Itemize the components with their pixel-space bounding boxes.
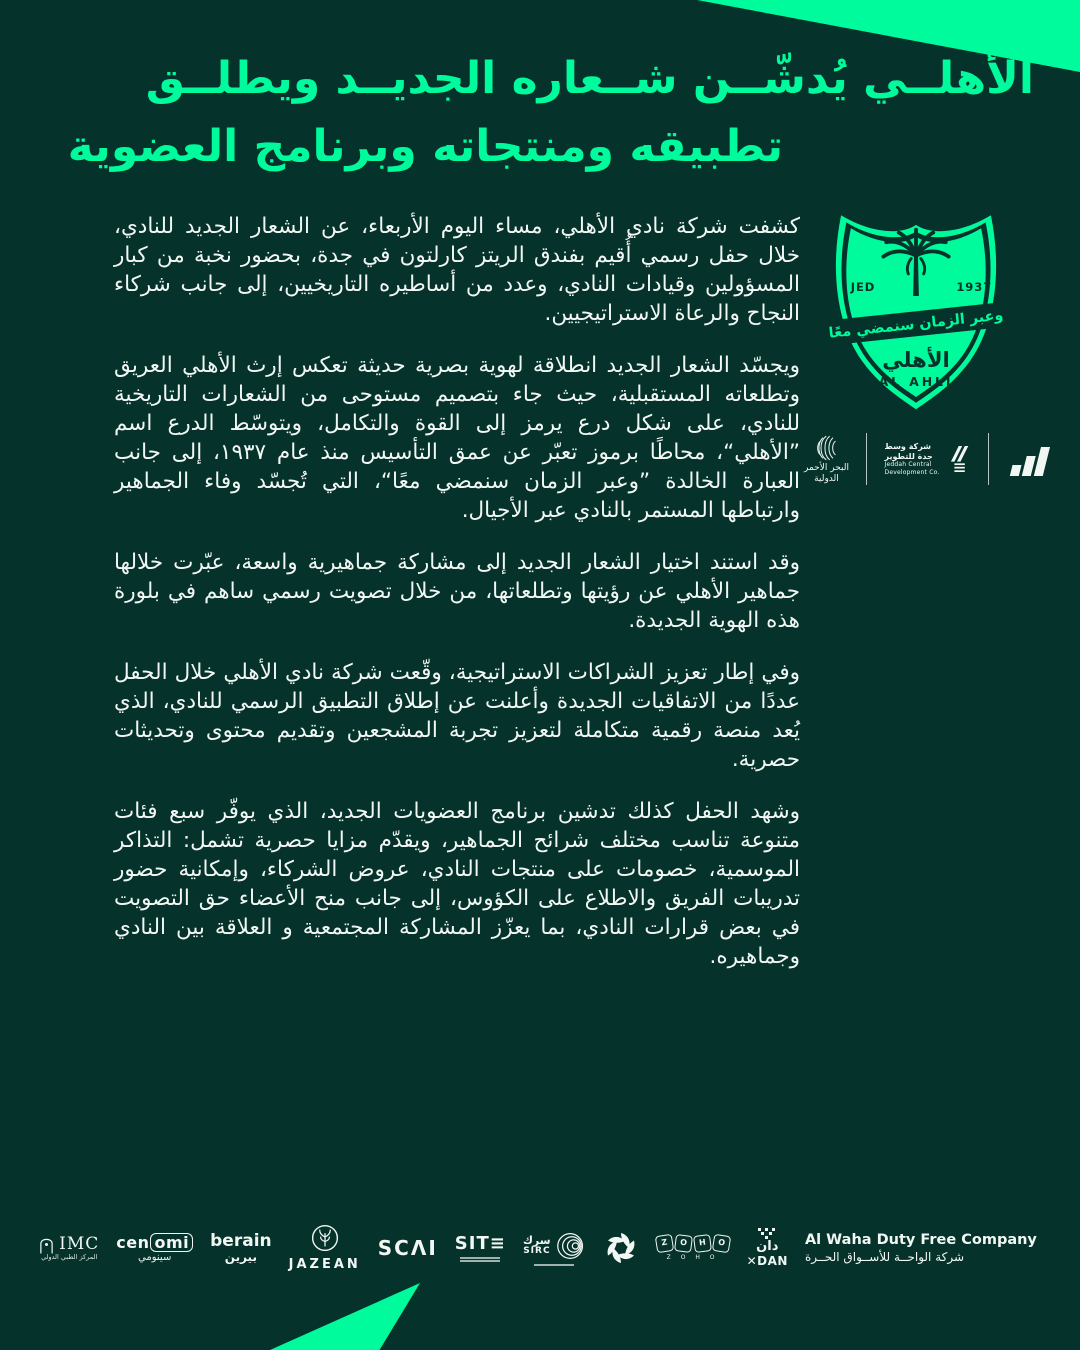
imc-name: IMC xyxy=(59,1234,100,1255)
site-logo xyxy=(455,1234,506,1262)
imc-logo xyxy=(39,1235,99,1261)
poster-title-line2: تطبيقه ومنتجاته وبرنامج العضوية xyxy=(67,121,783,172)
red-sea-international-logo xyxy=(804,433,849,485)
sponsor-logos-row xyxy=(0,1212,1080,1284)
berain-caption: بيرين xyxy=(224,1249,257,1264)
al-ahli-crest xyxy=(820,196,1012,417)
dan-name-ar: دان xyxy=(756,1239,779,1255)
poster-title-line1: الأهلــي يُدشّــن شــعاره الجديــد ويطلــق xyxy=(145,53,1034,104)
al-waha-label xyxy=(805,1232,1037,1264)
zoho-tile: H xyxy=(693,1234,712,1253)
bottom-accent-shape xyxy=(270,1283,420,1350)
site-caption-lines xyxy=(460,1257,500,1263)
cenomi-name-boxed: omi xyxy=(150,1233,193,1253)
body-paragraph: وفي إطار تعزيز الشراكات الاستراتيجية، وقّعت شركة نادي الأهلي خلال الحفل عددًا من الاتفاقيات الجديدة وأعلنت عن إطلاق التطبيق الرسمي للنادي، الذي يُعد منصة رقمية متكاملة لتعزيز تجربة المشجعين وتقديم محتوى وتحديثات حصرية. xyxy=(114,660,800,772)
crest-club-name-ar: الأهلي xyxy=(882,346,950,372)
berain-name: berain xyxy=(210,1231,272,1252)
dan-name-en: ✕DAN xyxy=(746,1253,788,1268)
red-sea-globe-icon xyxy=(811,433,841,463)
sirc-name-ar: سرك xyxy=(522,1233,551,1247)
article-body xyxy=(114,212,800,994)
red-sea-name-line1: البحر الأحمر xyxy=(804,463,849,474)
crest-motto: وعبر الزمان سنمضي معًا xyxy=(828,307,1005,342)
body-paragraph: وشهد الحفل كذلك تدشين برنامج العضويات الجديد، الذي يوفّر سبع فئات متنوعة تناسب مختلف شرائح الجماهير، ويقدّم مزايا حصرية تشمل: التذاكر الموسمية، خصومات على منتجات النادي، عروض الشركاء، وإمكانية حضور تدريبات الفريق والاطلاع على الكؤوس، إلى جانب منح الأعضاء حق التصويت في بعض قرارات النادي، بما يعزّز المشاركة المجتمعية و العلاقة بين النادي وجماهيره. xyxy=(114,799,800,969)
jeddah-central-mark-icon xyxy=(944,442,970,476)
zoho-logo xyxy=(656,1235,730,1262)
zoho-tile: Z xyxy=(654,1233,673,1252)
partner-divider xyxy=(988,433,989,485)
jazean-name: JAZEAN xyxy=(288,1257,361,1273)
partner-logos-row xyxy=(804,430,1054,488)
partner-divider xyxy=(866,433,867,485)
adidas-logo xyxy=(1006,443,1054,476)
scai-name: SCΛI xyxy=(377,1236,438,1260)
zoho-tile: O xyxy=(711,1233,730,1252)
jeddah-central-ar-line2: جدة للتطوير xyxy=(884,451,933,461)
red-sea-name-line2: الدولية xyxy=(814,474,839,484)
dan-logo xyxy=(747,1228,788,1267)
site-name: SIT≡ xyxy=(454,1232,506,1254)
al-waha-name-en: Al Waha Duty Free Company xyxy=(804,1232,1037,1248)
jeddah-central-en-line2: Development Co. xyxy=(884,468,940,476)
cenomi-caption: سينومي xyxy=(138,1252,172,1264)
sirc-name-en: SIRC xyxy=(523,1245,551,1256)
body-paragraph: كشفت شركة نادي الأهلي، مساء اليوم الأربعاء، عن الشعار الجديد للنادي، خلال حفل رسمي أُقيم بفندق الريتز كارلتون في جدة، بحضور نخبة من كبار المسؤولين وقيادات النادي، وعدد من أساطيره التاريخيين، إلى جانب شركاء النجاح والرعاة الاستراتيجيين. xyxy=(114,214,800,326)
zoho-tiles xyxy=(656,1235,730,1252)
body-paragraph: وقد استند اختيار الشعار الجديد إلى مشاركة جماهيرية واسعة، عبّرت خلالها جماهير الأهلي عن رؤيتها وتطلعاتها، من خلال تصويت رسمي ساهم في بلورة هذه الهوية الجديدة. xyxy=(114,550,800,633)
cenomi-logo xyxy=(116,1233,193,1264)
crest-founding-year: 1937 xyxy=(956,280,993,295)
sirc-rings-icon xyxy=(556,1231,586,1261)
crest-club-name-en: AL AHLI xyxy=(878,374,954,390)
sirc-logo xyxy=(523,1231,586,1266)
jazean-logo xyxy=(289,1223,361,1272)
imc-arch-icon xyxy=(39,1235,54,1254)
cenomi-name-prefix: cen xyxy=(116,1232,150,1252)
jeddah-central-en-line1: Jeddah Central xyxy=(884,461,932,469)
jeddah-central-logo xyxy=(885,442,971,476)
sirc-caption-lines xyxy=(534,1264,574,1266)
zoho-wordmark: Z O H O xyxy=(666,1253,719,1261)
zoho-tile: O xyxy=(674,1234,693,1253)
jeddah-central-ar-line1: شركة وسط xyxy=(884,442,932,452)
al-waha-name-ar: شركة الواحــة للأســواق الحــرة xyxy=(804,1250,965,1264)
berain-logo xyxy=(210,1232,271,1264)
imc-caption: المركز الطبي الدولي xyxy=(41,1252,98,1261)
jazean-tree-icon xyxy=(310,1223,340,1253)
scai-logo xyxy=(378,1237,438,1259)
body-paragraph: ويجسّد الشعار الجديد انطلاقة لهوية بصرية حديثة تعكس إرث الأهلي العريق وتطلعاته المستقبلية، حيث جاء بتصميم مستوحى من الشعارات التاريخية للنادي، على شكل درع يرمز إلى القوة والتكامل، ويتوسّط الدرع اسم ”الأهلي“، محاطًا برموز تعبّر عن عمق التأسيس منذ عام ١٩٣٧، إلى جانب العبارة الخالدة ”وعبر الزمان سنمضي معًا“، التي تُجسّد وفاء الجماهير وارتباطها المستمر بالنادي عبر الأجيال. xyxy=(114,353,800,523)
pinwheel-logo xyxy=(603,1230,639,1266)
crest-city-code: JED xyxy=(850,280,876,295)
